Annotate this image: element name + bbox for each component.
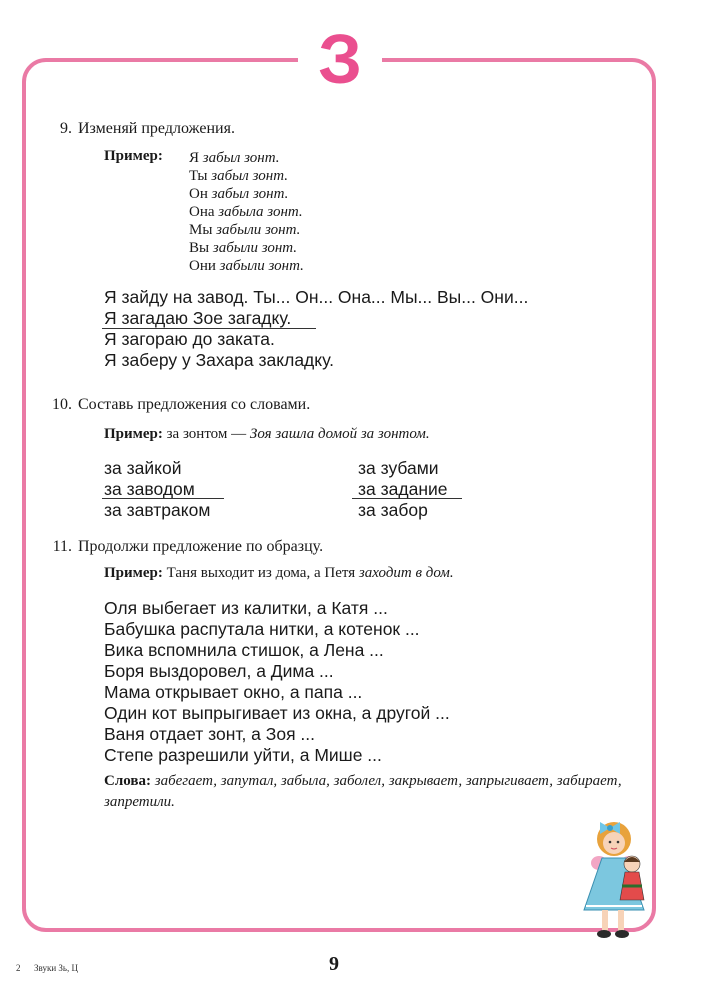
task-11-title-row (46, 538, 323, 556)
task-11-number: 11. (52, 538, 72, 555)
page-number: 9 (329, 953, 339, 975)
task-9-number: 9. (60, 120, 72, 137)
task-11-sentence: Ваня отдает зонт, а Зоя ... (104, 724, 316, 744)
words-label: Слова: (104, 773, 151, 789)
footer-small-number: 2 (16, 963, 21, 973)
task-9-sentence: Я загораю до заката. (104, 329, 275, 349)
word-item: за зубами (358, 458, 439, 478)
chapter-letter: З (298, 22, 382, 96)
task-9-sentence: Я заберу у Захара закладку. (104, 350, 334, 370)
task-11-sentence: Бабушка распутала нитки, а котенок ... (104, 619, 420, 639)
task-9-sentence: Я загадаю Зое загадку. (104, 308, 292, 328)
task-10-example: Пример: за зонтом — Зоя зашла домой за зонтом. (104, 426, 430, 442)
word-item: за заводом (104, 479, 195, 499)
task-11-example: Пример: Таня выходит из дома, а Петя заходит в дом. (104, 565, 454, 581)
words-list: забегает, запутал, забыла, заболел, закрывает, запрыгивает, забирает, запретили. (104, 773, 622, 810)
example-line: Они забыли зонт. (189, 258, 304, 274)
task-11-sentence: Вика вспомнила стишок, а Лена ... (104, 640, 384, 660)
example-line: Она забыла зонт. (189, 204, 303, 220)
divider-line (102, 498, 224, 499)
task-11-title: Продолжи предложение по образцу. (78, 538, 324, 555)
task-9-example-block (189, 149, 304, 275)
task-11-sentence: Мама открывает окно, а папа ... (104, 682, 363, 702)
word-item: за зайкой (104, 458, 182, 478)
task-10-title: Составь предложения со словами. (78, 396, 311, 413)
example-line: Он забыл зонт. (189, 186, 289, 202)
task-10-title-row (46, 396, 310, 414)
divider-line (352, 498, 462, 499)
task-10-number: 10. (52, 396, 72, 413)
word-item: за задание (358, 479, 448, 499)
task-11-words (104, 771, 652, 813)
task-9-title-row (46, 120, 235, 138)
task-11-sentence: Степе разрешили уйти, а Мише ... (104, 745, 382, 765)
footer-section-name: Звуки Зь, Ц (34, 963, 79, 973)
girl-figure-graphic (584, 822, 644, 938)
task-9-sentence: Я зайду на завод. Ты... Он... Она... Мы... Вы... Они... (104, 287, 529, 307)
example-line: Я забыл зонт. (189, 150, 280, 166)
task-11-sentence: Боря выздоровел, а Дима ... (104, 661, 334, 681)
task-11-sentence: Оля выбегает из калитки, а Катя ... (104, 598, 388, 618)
task-11-sentence: Один кот выпрыгивает из окна, а другой ... (104, 703, 450, 723)
example-line: Ты забыл зонт. (189, 168, 288, 184)
example-line: Мы забыли зонт. (189, 222, 301, 238)
task-9-title: Изменяй предложения. (78, 120, 235, 137)
task-9-example-label: Пример: (104, 148, 163, 164)
word-item: за забор (358, 500, 428, 520)
example-line: Вы забыли зонт. (189, 240, 298, 256)
girl-illustration (574, 812, 674, 944)
task-11-sentences (104, 598, 450, 766)
word-item: за завтраком (104, 500, 211, 520)
